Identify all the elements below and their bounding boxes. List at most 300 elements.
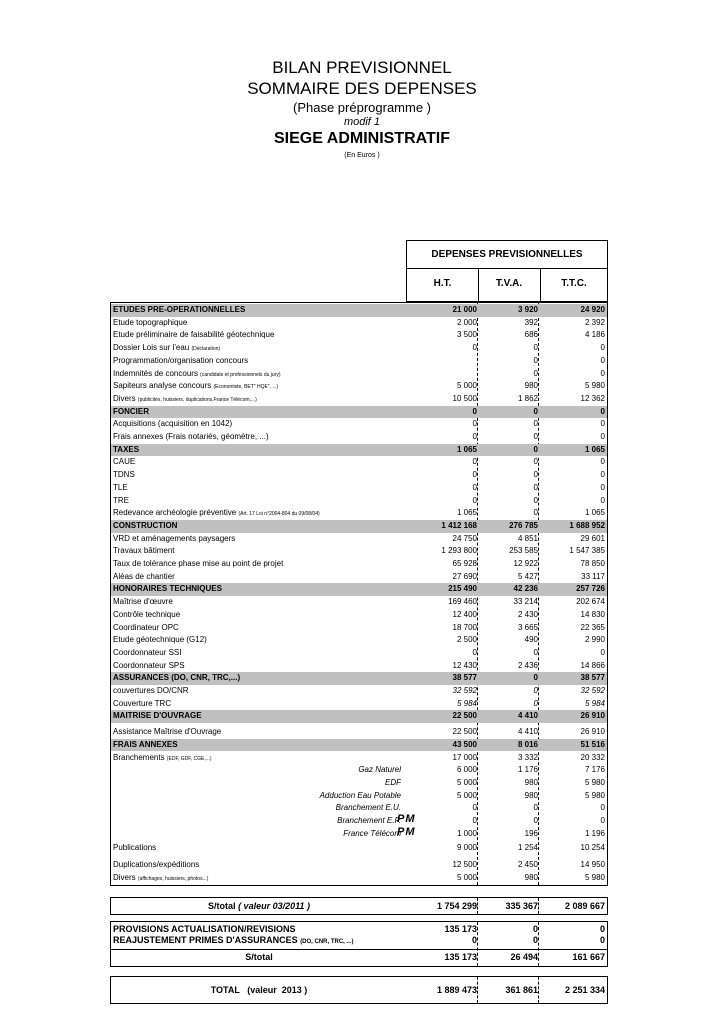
table-section-row — [111, 520, 607, 533]
cell-ht: 1 065 — [456, 508, 477, 518]
table-row — [111, 418, 607, 431]
table-row — [111, 726, 607, 739]
row-label — [113, 685, 403, 698]
cell-tva: 0 — [533, 419, 538, 429]
row-label-text: Maîtrise d'œuvre — [113, 597, 173, 607]
cell-ht: 5 984 — [456, 698, 477, 708]
cell-ttc: 4 186 — [584, 330, 605, 340]
insurance-ttc: 0 — [599, 935, 605, 945]
row-label — [111, 777, 401, 790]
row-label — [113, 520, 403, 533]
row-label-text: Acquisitions (acquisition en 1042) — [113, 419, 233, 429]
row-label — [113, 739, 403, 752]
row-label — [113, 596, 403, 609]
cell-tva: 0 — [533, 495, 538, 505]
row-label — [113, 842, 403, 855]
insurance-ht: 0 — [471, 935, 477, 945]
row-label-text: Indemnités de concours — [113, 368, 198, 378]
column-divider — [477, 922, 478, 966]
cell-ttc: 32 592 — [580, 686, 605, 695]
cell-ht: 27 690 — [452, 571, 477, 581]
cell-tva: 33 214 — [513, 597, 538, 607]
cell-ht: 0 — [472, 406, 477, 416]
cell-ht: 12 500 — [452, 860, 477, 870]
total-label: TOTAL (valeur 2013 ) — [210, 985, 308, 995]
cell-ht: 0 — [472, 495, 477, 505]
row-label-text: Taux de tolérance phase mise au point de projet — [113, 559, 284, 568]
row-label-text: couvertures DO/CNR — [113, 686, 189, 695]
table-row — [111, 469, 607, 482]
cell-ttc: 0 — [600, 495, 605, 505]
cell-ht: 3 500 — [456, 330, 477, 340]
cell-ht: 1 293 800 — [441, 546, 477, 556]
row-label — [113, 342, 403, 356]
cell-ttc: 12 362 — [580, 393, 605, 403]
cell-ttc: 1 547 385 — [569, 546, 605, 556]
column-divider — [477, 898, 478, 914]
row-label — [113, 456, 403, 469]
cell-tva: 0 — [533, 673, 538, 683]
table-row — [111, 482, 607, 495]
cell-ht: 0 — [472, 470, 477, 480]
subtotal-label-main: S/total — [208, 901, 236, 911]
row-label — [113, 380, 403, 394]
subtotal-label — [111, 901, 407, 911]
cell-ttc: 38 577 — [580, 673, 605, 683]
table-section-row — [111, 739, 607, 752]
cell-tva: 3 920 — [517, 305, 538, 314]
row-label — [111, 802, 401, 815]
cell-tva: 392 — [524, 317, 538, 327]
row-label — [113, 469, 403, 482]
row-label-text: Branchement E.P. — [337, 816, 401, 825]
cell-ht: 0 — [472, 432, 477, 441]
row-label-text: CONSTRUCTION — [113, 520, 178, 530]
row-label-note: (Art. 17 Loi n°2004-804 du 09/08/04) — [238, 511, 320, 518]
row-label-text: ETUDES PRE-OPERATIONNELLES — [113, 305, 246, 314]
row-label-note: (affichages, huissiers, photos...) — [137, 875, 209, 882]
row-label — [113, 672, 403, 685]
subtotal-ttc: 2 089 667 — [564, 901, 605, 911]
row-label-text: Branchement E.U. — [335, 803, 401, 813]
cell-tva: 0 — [533, 470, 538, 480]
table-row — [111, 842, 607, 855]
row-label — [113, 660, 403, 673]
row-label — [113, 304, 403, 317]
cell-ht: 18 700 — [452, 622, 477, 632]
total-ht: 1 889 473 — [436, 985, 477, 995]
cell-ht: 43 500 — [452, 739, 477, 749]
row-label-text: Coordinateur OPC — [113, 622, 179, 632]
row-label — [113, 317, 403, 330]
row-label-text: France Télécom — [343, 828, 401, 838]
row-label-text: Adduction Eau Potable — [319, 790, 401, 800]
row-label — [113, 752, 403, 766]
cell-ht: 10 500 — [452, 393, 477, 403]
cell-ht: 6 000 — [456, 765, 477, 775]
row-label-note: (Economiste, BET" HQE", ...) — [213, 384, 279, 391]
table-row — [111, 596, 607, 609]
cell-ttc: 0 — [600, 816, 605, 825]
subtotal-tva: 335 367 — [505, 901, 538, 911]
cell-tva: 276 785 — [509, 520, 538, 530]
cell-ht: 22 500 — [452, 711, 477, 721]
cell-ttc: 5 980 — [584, 777, 605, 787]
cell-ht: 22 500 — [452, 727, 477, 737]
cell-ttc: 10 254 — [580, 843, 605, 853]
cell-ttc: 0 — [600, 355, 605, 365]
cell-ttc: 78 850 — [580, 559, 605, 568]
cell-tva: 4 851 — [517, 533, 538, 543]
cell-ttc: 14 830 — [580, 609, 605, 619]
table-row — [111, 355, 607, 368]
total-box — [110, 976, 608, 1004]
expense-table — [110, 302, 608, 886]
row-label-text: Duplications/expéditions — [113, 860, 200, 870]
cell-tva: 980 — [524, 777, 538, 787]
cell-tva: 0 — [533, 432, 538, 441]
cell-tva: 0 — [533, 368, 538, 378]
column-divider — [538, 922, 539, 966]
row-label — [111, 764, 401, 777]
cell-tva: 0 — [533, 406, 538, 416]
row-label-text: Gaz Naturel — [358, 765, 401, 775]
row-label — [113, 583, 403, 596]
cell-ttc: 1 065 — [584, 444, 605, 454]
phase-label: (Phase préprogramme ) — [293, 100, 431, 115]
cell-ttc: 0 — [600, 457, 605, 467]
table-section-row — [111, 583, 607, 596]
table-section-row — [111, 406, 607, 419]
column-header-tva: T.V.A. — [478, 269, 541, 301]
cell-tva: 0 — [533, 343, 538, 353]
row-label — [113, 329, 403, 342]
table-row — [111, 507, 607, 520]
row-label-note: (EDF, GDF, CGE,...) — [166, 755, 212, 762]
cell-ht: 0 — [472, 647, 477, 657]
row-label-text: FRAIS ANNEXES — [113, 739, 178, 749]
cell-tva: 1 176 — [517, 765, 538, 775]
cell-ht: 0 — [472, 343, 477, 353]
cell-ttc: 20 332 — [580, 752, 605, 762]
cell-ht: 1 000 — [456, 828, 477, 838]
column-group-header: DEPENSES PREVISIONNELLES — [407, 241, 607, 269]
cell-ht: 2 000 — [456, 317, 477, 327]
cell-ttc: 257 726 — [576, 584, 605, 594]
row-label-text: EDF — [385, 777, 401, 787]
table-row — [111, 609, 607, 622]
row-label-text: Couverture TRC — [113, 698, 172, 708]
subtotal2-tva: 26 494 — [510, 952, 538, 962]
cell-ht: 1 065 — [456, 444, 477, 454]
cell-ttc: 1 065 — [584, 508, 605, 518]
cell-ht: 65 928 — [452, 559, 477, 568]
row-label — [113, 507, 403, 521]
cell-tva: 490 — [524, 635, 538, 645]
cell-ttc: 0 — [600, 803, 605, 813]
cell-ttc: 2 990 — [584, 635, 605, 645]
row-label-text: Coordonnateur SSI — [113, 647, 182, 657]
cell-ttc: 22 365 — [580, 622, 605, 632]
cell-ht: 24 750 — [452, 533, 477, 543]
cell-ht: 38 577 — [452, 673, 477, 683]
title-bilan: BILAN PREVISIONNEL — [272, 58, 452, 77]
cell-ttc: 14 950 — [580, 860, 605, 870]
row-label-text: Contrôle technique — [113, 609, 181, 619]
cell-tva: 686 — [524, 330, 538, 340]
title-sommaire: SOMMAIRE DES DEPENSES — [247, 79, 477, 98]
provisions-ttc: 0 — [599, 924, 605, 934]
cell-ht: 21 000 — [452, 305, 477, 314]
cell-tva: 0 — [533, 698, 538, 708]
row-label — [113, 698, 403, 711]
cell-ht: 0 — [472, 816, 477, 825]
cell-ttc: 5 980 — [584, 790, 605, 800]
cell-ttc: 0 — [600, 343, 605, 353]
cell-tva: 980 — [524, 872, 538, 882]
cell-ttc: 0 — [600, 406, 605, 416]
table-row — [111, 329, 607, 342]
pm-mark: PM — [397, 813, 416, 825]
row-label-text: TAXES — [113, 444, 140, 454]
cell-tva: 4 410 — [517, 727, 538, 737]
provisions-box — [110, 921, 608, 967]
cell-tva: 2 430 — [517, 609, 538, 619]
cell-ht: 0 — [472, 457, 477, 467]
cell-tva: 0 — [533, 355, 538, 365]
cell-ht: 0 — [472, 482, 477, 492]
row-label-text: TDNS — [113, 470, 135, 480]
modif-label: modif 1 — [343, 116, 381, 128]
pm-mark: PM — [397, 826, 416, 838]
cell-ht: 5 000 — [456, 872, 477, 882]
cell-ht: 1 412 168 — [441, 520, 477, 530]
row-label — [111, 790, 401, 803]
cell-ht: 215 490 — [448, 584, 477, 594]
subtotal-label-value-date: ( valeur 03/2011 ) — [238, 901, 310, 911]
table-row — [111, 368, 607, 381]
cell-tva: 5 427 — [517, 571, 538, 581]
insurance-label — [113, 935, 354, 945]
cell-tva: 2 436 — [517, 660, 538, 670]
cell-ht: 169 460 — [448, 597, 477, 607]
table-row — [111, 317, 607, 330]
row-label-text: Redevance archéologie préventive — [113, 508, 237, 518]
row-label — [113, 444, 403, 457]
row-label-text: Travaux bâtiment — [113, 546, 175, 556]
table-row — [111, 815, 607, 828]
cell-ttc: 1 196 — [584, 828, 605, 838]
row-label-note: (publicités, huissiers, duplications,France Télécom,...) — [137, 396, 257, 403]
cell-tva: 0 — [533, 686, 538, 695]
row-label — [113, 406, 403, 419]
table-row — [111, 545, 607, 558]
column-header-box — [406, 240, 608, 302]
cell-tva: 3 332 — [517, 752, 538, 762]
row-label — [113, 495, 403, 508]
table-row — [111, 622, 607, 635]
cell-ttc: 2 392 — [584, 317, 605, 327]
table-row — [111, 533, 607, 546]
table-row — [111, 764, 607, 777]
row-label-text: TRE — [113, 495, 129, 505]
table-row — [111, 685, 607, 698]
insurance-tva: 0 — [532, 935, 538, 945]
cell-ht: 12 400 — [452, 609, 477, 619]
cell-tva: 1 254 — [517, 843, 538, 853]
row-label — [113, 355, 403, 368]
cell-ttc: 0 — [600, 647, 605, 657]
cell-tva: 253 585 — [509, 546, 538, 556]
cell-tva: 3 665 — [517, 622, 538, 632]
provisions-ht: 135 173 — [444, 924, 477, 934]
table-row — [111, 393, 607, 406]
cell-ttc: 51 516 — [580, 739, 605, 749]
cell-ttc: 26 910 — [580, 711, 605, 721]
cell-tva: 0 — [533, 816, 538, 825]
cell-tva: 196 — [524, 828, 538, 838]
subtotal2-label: S/total — [245, 952, 273, 962]
row-label-text: Frais annexes (Frais notariés, géomètre, ...) — [113, 432, 269, 441]
row-label-text: Etude topographique — [113, 317, 188, 327]
row-label — [111, 815, 401, 828]
table-row — [111, 431, 607, 444]
cell-ttc: 29 601 — [580, 533, 605, 543]
cell-ttc: 7 176 — [584, 765, 605, 775]
cell-ht: 2 500 — [456, 635, 477, 645]
cell-ht: 9 000 — [456, 843, 477, 853]
provisions-tva: 0 — [532, 924, 538, 934]
table-row — [111, 802, 607, 815]
row-label-text: TLE — [113, 482, 128, 492]
cell-tva: 1 862 — [517, 393, 538, 403]
cell-ttc: 5 984 — [584, 698, 605, 708]
row-label-text: VRD et aménagements paysagers — [113, 533, 236, 543]
table-row — [111, 790, 607, 803]
row-label-note: (candidats et professionnels du jury) — [200, 371, 281, 378]
row-label-text: Coordonnateur SPS — [113, 660, 185, 670]
cell-tva: 980 — [524, 381, 538, 391]
total-tva: 361 861 — [505, 985, 538, 995]
cell-tva: 0 — [533, 482, 538, 492]
currency-label: (En Euros ) — [344, 152, 380, 159]
row-label-text: Branchements — [113, 752, 165, 762]
subtotal2-ht: 135 173 — [444, 952, 477, 962]
cell-tva: 2 450 — [517, 860, 538, 870]
row-label-text: Programmation/organisation concours — [113, 355, 249, 365]
row-label-text: Divers — [113, 393, 136, 403]
total-ttc: 2 251 334 — [564, 985, 605, 995]
insurance-label-note: (DO, CNR, TRC, ...) — [300, 939, 354, 945]
cell-tva: 0 — [533, 457, 538, 467]
provisions-separator — [111, 949, 607, 950]
table-section-row — [111, 304, 607, 317]
row-label — [113, 571, 403, 584]
subtotal-ht: 1 754 299 — [436, 901, 477, 911]
row-label — [113, 859, 403, 872]
cell-ht: 17 000 — [452, 752, 477, 762]
cell-ttc: 33 117 — [581, 571, 605, 581]
cell-ht: 0 — [472, 419, 477, 429]
cell-ttc: 0 — [600, 419, 605, 429]
table-section-row — [111, 444, 607, 457]
cell-tva: 12 922 — [513, 559, 538, 568]
table-row — [111, 752, 607, 765]
table-row — [111, 859, 607, 872]
table-row — [111, 495, 607, 508]
table-row — [111, 558, 607, 571]
row-label-note: (Déclaration) — [191, 346, 221, 353]
row-label — [113, 431, 403, 444]
column-header-ttc: T.T.C. — [561, 278, 587, 289]
cell-tva: 0 — [533, 647, 538, 657]
row-label — [113, 872, 403, 886]
row-label-text: Sapiteurs analyse concours — [113, 381, 212, 391]
cell-ttc: 5 980 — [584, 381, 605, 391]
row-label — [113, 558, 403, 571]
cell-tva: 0 — [533, 508, 538, 518]
column-divider — [538, 898, 539, 914]
cell-ht: 32 592 — [452, 686, 477, 695]
cell-tva: 980 — [524, 790, 538, 800]
row-label — [113, 647, 403, 660]
cell-ttc: 1 688 952 — [569, 520, 605, 530]
subtotal-box — [110, 897, 608, 915]
cell-ttc: 26 910 — [580, 727, 605, 737]
site-title: SIEGE ADMINISTRATIF — [274, 130, 450, 147]
table-row — [111, 380, 607, 393]
row-label-text: Etude préliminaire de faisabilité géotechnique — [113, 330, 275, 340]
row-label — [113, 622, 403, 635]
column-header-ht: H.T. — [407, 269, 479, 301]
column-divider — [477, 977, 478, 1003]
cell-ttc: 0 — [600, 368, 605, 378]
table-row — [111, 456, 607, 469]
subtotal2-ttc: 161 667 — [572, 952, 605, 962]
row-label — [111, 828, 401, 841]
row-label-text: Assistance Maîtrise d'Ouvrage — [113, 727, 222, 737]
cell-ttc: 0 — [600, 432, 605, 441]
row-label — [113, 545, 403, 558]
cell-tva: 0 — [533, 803, 538, 813]
row-label — [113, 533, 403, 546]
cell-ht: 5 000 — [456, 381, 477, 391]
cell-ttc: 5 980 — [584, 872, 605, 882]
row-label-text: Dossier Lois sur l'eau — [113, 343, 190, 353]
row-label — [113, 634, 403, 647]
row-label — [113, 418, 403, 431]
table-section-row — [111, 710, 607, 723]
table-row — [111, 777, 607, 790]
row-label-text: CAUE — [113, 457, 136, 467]
row-label-text: Aléas de chantier — [113, 571, 175, 581]
table-row — [111, 872, 607, 885]
table-row — [111, 342, 607, 355]
row-label — [113, 482, 403, 495]
insurance-label-main: REAJUSTEMENT PRIMES D'ASSURANCES — [113, 935, 298, 945]
cell-ht: 5 000 — [456, 777, 477, 787]
cell-ht: 0 — [472, 803, 477, 813]
cell-tva: 42 236 — [513, 584, 538, 594]
table-row — [111, 647, 607, 660]
provisions-label: PROVISIONS ACTUALISATION/REVISIONS — [113, 924, 296, 934]
row-label-text: MAITRISE D'OUVRAGE — [113, 711, 202, 721]
row-label — [113, 368, 403, 382]
column-divider — [538, 977, 539, 1003]
table-row — [111, 634, 607, 647]
row-label-text: Etude géotechnique (G12) — [113, 635, 207, 645]
cell-ht: 12 430 — [452, 660, 477, 670]
